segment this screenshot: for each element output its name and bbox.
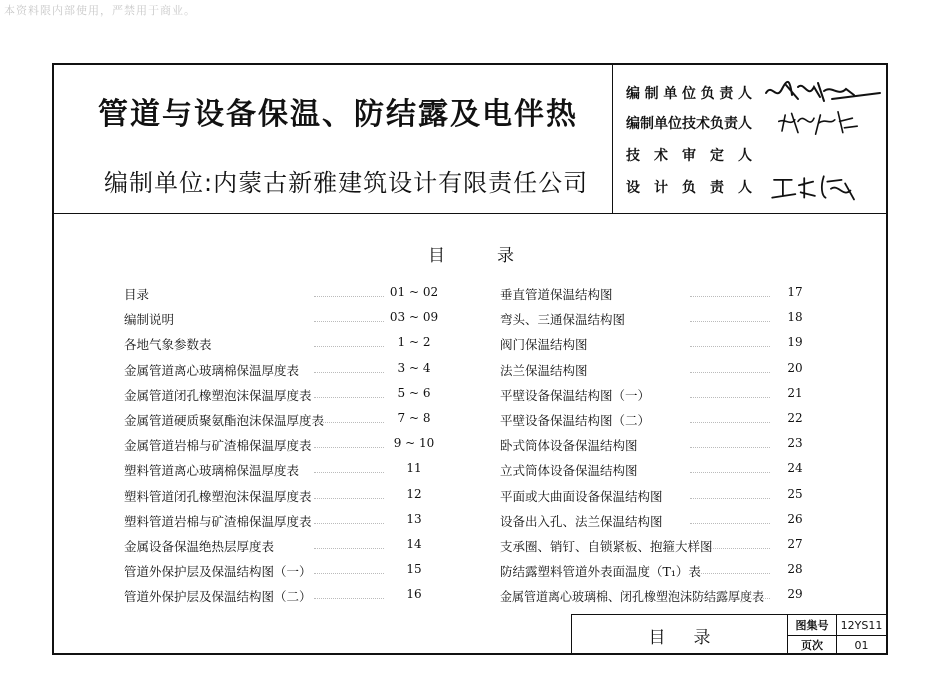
toc-entry[interactable] [500, 587, 820, 612]
title-block [571, 614, 887, 655]
toc-entry[interactable] [124, 285, 444, 310]
signature-role: 编制单位负责人 [626, 86, 752, 102]
atlas-number-label: 图集号 [788, 615, 837, 636]
toc-entry-page: 9 ~ 10 [393, 436, 435, 451]
toc-leader-dots [314, 396, 384, 398]
watermark: 本资料限内部使用，严禁用于商业。 [4, 4, 196, 17]
toc-leader-dots [314, 471, 384, 473]
toc-entry[interactable] [124, 537, 444, 562]
toc-entry[interactable] [124, 461, 444, 486]
toc-entry-title: 支承圈、销钉、自锁紧板、抱箍大样图 [500, 538, 713, 554]
toc-entry-title: 塑料管道闭孔橡塑泡沫保温厚度表 [124, 488, 312, 504]
signature-role: 设计负责人 [626, 180, 752, 196]
toc-leader-dots [314, 345, 384, 347]
toc-entry[interactable] [500, 512, 820, 537]
toc-entry[interactable] [500, 487, 820, 512]
handwritten-signature [762, 107, 882, 139]
toc-entry-page: 14 [406, 536, 422, 551]
toc-leader-dots [690, 497, 770, 499]
toc-entry[interactable] [500, 335, 820, 360]
toc-entry[interactable] [124, 436, 444, 461]
signature-row [626, 171, 882, 201]
toc-entry[interactable] [124, 512, 444, 537]
toc-entry-title: 设备出入孔、法兰保温结构图 [500, 513, 663, 529]
toc-entry-page: 7 ~ 8 [397, 410, 431, 425]
toc-leader-dots [690, 597, 770, 599]
toc-leader-dots [690, 471, 770, 473]
toc-entry[interactable] [500, 285, 820, 310]
toc-entry-page: 28 [787, 562, 803, 577]
toc-entry-title: 目录 [124, 287, 150, 302]
toc-entry-title: 平壁设备保温结构图（二） [500, 412, 651, 428]
toc-entry-title: 金属管道离心玻璃棉保温厚度表 [124, 362, 300, 378]
toc-entry-page: 5 ~ 6 [397, 385, 431, 400]
toc-entry-page: 17 [787, 285, 803, 299]
toc-entry-page: 13 [406, 511, 422, 526]
toc-entry-page: 25 [787, 486, 803, 501]
page-number-label: 页次 [788, 635, 837, 655]
toc-entry[interactable] [500, 461, 820, 486]
toc-leader-dots [690, 446, 770, 448]
toc-entry-title: 卧式筒体设备保温结构图 [500, 438, 638, 454]
toc-entry-title: 金属管道硬质聚氨酯泡沫保温厚度表 [124, 412, 325, 428]
signature-row [626, 77, 882, 107]
toc-leader-dots [314, 597, 384, 599]
toc-entry-page: 16 [406, 587, 422, 602]
toc-entry-page: 1 ~ 2 [397, 335, 431, 350]
toc-entry-page: 21 [787, 385, 803, 400]
toc-entry-title: 法兰保温结构图 [500, 362, 588, 378]
title-block-name: 目录 [572, 615, 788, 655]
toc-entry[interactable] [500, 386, 820, 411]
toc-leader-dots [314, 497, 384, 499]
handwritten-signature [762, 77, 882, 109]
signature-role: 编制单位技术负责人 [626, 116, 752, 132]
toc-leader-dots [314, 522, 384, 524]
toc-entry-title: 金属管道闭孔橡塑泡沫保温厚度表 [124, 387, 312, 403]
toc-entry[interactable] [124, 361, 444, 386]
toc-entry[interactable] [124, 562, 444, 587]
toc-leader-dots [314, 572, 384, 574]
toc-entry-page: 12 [406, 486, 422, 501]
toc-heading: 目录 [428, 246, 566, 266]
org-label: 编制单位: [104, 169, 214, 197]
signature-role: 技术审定人 [626, 148, 752, 164]
toc-entry-title: 金属管道岩棉与矿渣棉保温厚度表 [124, 438, 312, 454]
toc-entry-title: 垂直管道保温结构图 [500, 287, 613, 302]
org-name: 内蒙古新雅建筑设计有限责任公司 [213, 169, 589, 197]
toc-entry[interactable] [124, 310, 444, 335]
header [54, 65, 886, 214]
toc-right-column [500, 285, 820, 612]
toc-entry-title: 防结露塑料管道外表面温度（T₁）表 [500, 564, 701, 580]
toc-entry-title: 塑料管道岩棉与矿渣棉保温厚度表 [124, 513, 312, 529]
toc-entry[interactable] [124, 335, 444, 360]
toc-entry[interactable] [500, 310, 820, 335]
toc-entry[interactable] [124, 487, 444, 512]
toc-leader-dots [690, 371, 770, 373]
toc-entry-title: 立式筒体设备保温结构图 [500, 463, 638, 479]
org-line [104, 163, 588, 198]
signature-block [626, 77, 882, 207]
toc-entry-page: 26 [787, 511, 803, 526]
toc-entry-page: 27 [787, 536, 803, 551]
header-title-area [54, 65, 613, 213]
toc-entry-page: 22 [787, 410, 803, 425]
toc-entry-page: 19 [787, 335, 803, 350]
atlas-number-value: 12YS11 [836, 615, 887, 636]
toc-entry[interactable] [500, 361, 820, 386]
toc-leader-dots [314, 421, 384, 423]
toc-entry[interactable] [124, 411, 444, 436]
toc-entry-title: 阀门保温结构图 [500, 337, 588, 353]
toc-entry[interactable] [500, 411, 820, 436]
toc-leader-dots [690, 421, 770, 423]
toc-entry[interactable] [500, 562, 820, 587]
toc-leader-dots [314, 371, 384, 373]
toc-entry-page: 20 [787, 360, 803, 375]
toc-leader-dots [690, 522, 770, 524]
signature-row [626, 107, 882, 137]
toc-leader-dots [314, 547, 384, 549]
toc-entry-title: 编制说明 [124, 312, 175, 328]
toc-entry-page: 11 [406, 461, 422, 476]
toc-leader-dots [314, 320, 384, 322]
toc-leader-dots [690, 320, 770, 322]
toc-entry-title: 金属设备保温绝热层厚度表 [124, 538, 275, 554]
toc-entry-page: 03 ~ 09 [389, 310, 439, 325]
toc-entry-title: 平壁设备保温结构图（一） [500, 387, 651, 403]
toc-leader-dots [690, 396, 770, 398]
toc-entry-page: 3 ~ 4 [397, 360, 431, 375]
toc-entry-page: 18 [787, 310, 803, 325]
toc-entry[interactable] [500, 537, 820, 562]
handwritten-signature [762, 171, 882, 203]
toc-entry-title: 管道外保护层及保温结构图（一） [124, 564, 312, 580]
toc-entry-page: 24 [787, 461, 803, 476]
toc-leader-dots [314, 446, 384, 448]
toc-leader-dots [690, 345, 770, 347]
toc-left-column [124, 285, 444, 612]
toc-leader-dots [314, 295, 384, 297]
atlas-title: 管道与设备保温、防结露及电伴热 [98, 97, 578, 132]
toc-entry-page: 23 [787, 436, 803, 451]
toc-entry-title: 各地气象参数表 [124, 337, 212, 353]
signature-row [626, 139, 882, 169]
toc-entry[interactable] [124, 587, 444, 612]
toc-entry-page: 01 ~ 02 [389, 285, 439, 299]
toc-leader-dots [690, 295, 770, 297]
toc-entry-title: 平面或大曲面设备保温结构图 [500, 488, 663, 504]
toc-leader-dots [690, 572, 770, 574]
toc-entry-title: 管道外保护层及保温结构图（二） [124, 589, 312, 605]
toc-leader-dots [690, 547, 770, 549]
toc-entry-page: 29 [787, 587, 803, 602]
drawing-frame [52, 63, 888, 655]
toc-entry-title: 弯头、三通保温结构图 [500, 312, 626, 328]
toc-entry-page: 15 [406, 562, 422, 577]
toc-entry[interactable] [500, 436, 820, 461]
toc-entry-title: 金属管道离心玻璃棉、闭孔橡塑泡沫防结露厚度表 [500, 589, 765, 605]
page-number-value: 01 [854, 638, 869, 652]
toc-entry[interactable] [124, 386, 444, 411]
toc-entry-title: 塑料管道离心玻璃棉保温厚度表 [124, 463, 300, 479]
